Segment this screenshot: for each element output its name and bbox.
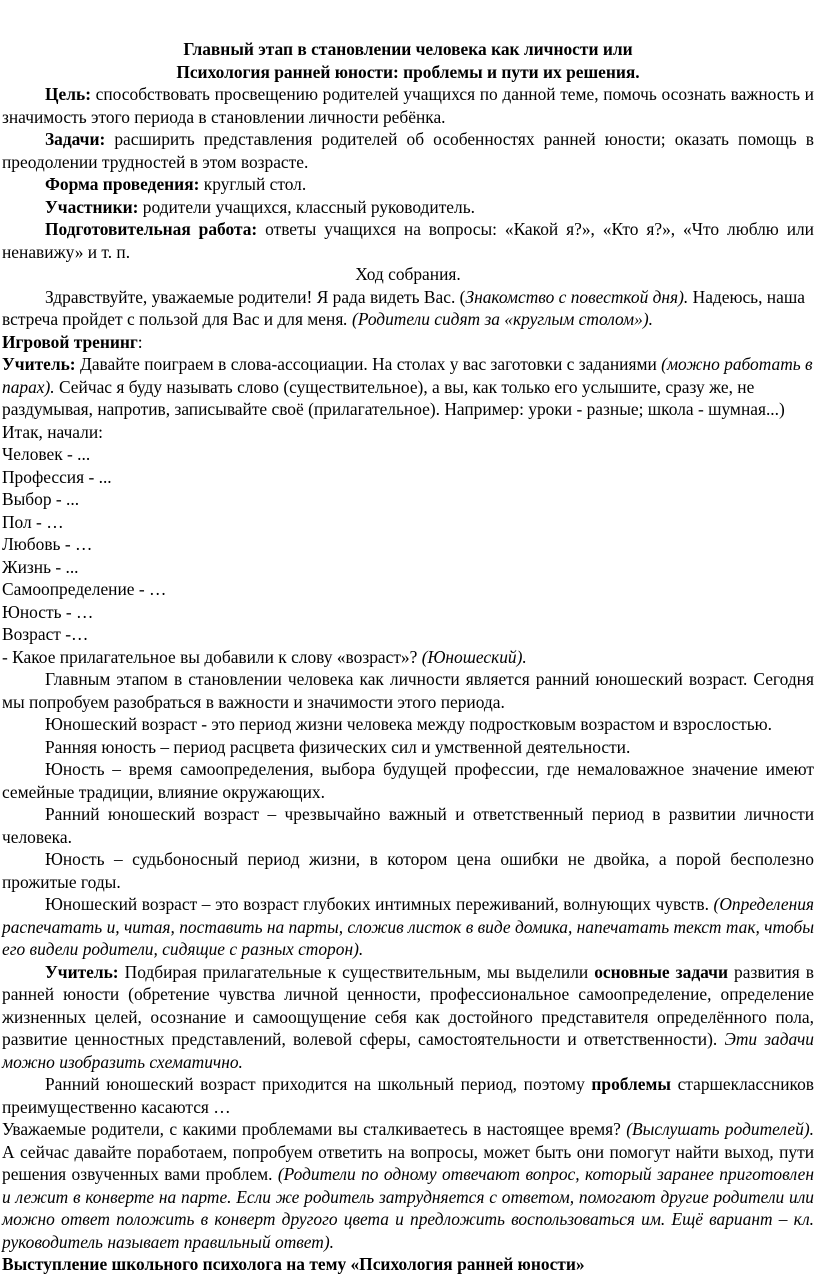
teacher-paragraph-2: Учитель: Подбирая прилагательные к существительным, мы выделили основные задачи развития в ранней юности (обретение чувства личной ценности, профессиональное самоопределение, определение жизненных целей, осознание и самоощущение себя как достойного представителя определённого пола, развитие ценностных представлений, волевой сферы, самостоятельности и ответственности). Эти задачи можно изобразить схематично.: [2, 961, 815, 1072]
teacher-paragraph-1: Учитель: Давайте поиграем в слова-ассоциации. На столах у вас заготовки с заданиями (можно работать в парах). Сейчас я буду называть слово (существительное), а вы, как только его услышите, сразу же, не раздумывая, напротив, записывайте своё (прилагательное). Например: уроки - разные; школа - шумная...): [2, 354, 813, 419]
deep-paragraph: Юношеский возраст – это возраст глубоких интимных переживаний, волнующих чувств. (Определения распечатать и, читая, поставить на парты, сложив листок в виде домика, напечатать текст так, чтобы его видели родители, сидящие с разных сторон).: [2, 894, 814, 959]
word-item: Жизнь - ...: [2, 556, 79, 577]
form-paragraph: Форма проведения: круглый стол.: [45, 174, 307, 194]
question-line: - Какое прилагательное вы добавили к слову «возраст»? (Юношеский).: [2, 646, 527, 667]
teacher-label: Учитель:: [2, 354, 76, 374]
word-item: Человек - ...: [2, 444, 91, 464]
final-heading: Выступление школьного психолога на тему «Психология ранней юности»: [2, 1254, 585, 1274]
meeting-heading: Ход собрания.: [355, 264, 461, 284]
body-paragraph: Юношеский возраст - это период жизни человека между подростковым возрастом и взрослостью.: [45, 714, 772, 734]
title-line-1: Главный этап в становлении человека как личности или: [183, 39, 633, 59]
teacher-label: Учитель:: [45, 961, 119, 982]
word-item: Юность - …: [2, 601, 94, 622]
prep-paragraph: Подготовительная работа: ответы учащихся на вопросы: «Какой я?», «Кто я?», «Что люблю или ненавижу» и т. п.: [2, 219, 814, 262]
tasks-paragraph: Задачи: расширить представления родителей об особенностях ранней юности; оказать помощь в преодолении трудностей в этом возрасте.: [2, 129, 814, 172]
body-paragraph: Главным этапом в становлении человека как личности является ранний юношеский возраст. Сегодня мы попробуем разобраться в важности и значимости этого периода.: [2, 669, 814, 712]
participants-paragraph: Участники: родители учащихся, классный руководитель.: [45, 196, 475, 217]
start-line: Итак, начали:: [2, 421, 103, 442]
word-item: Возраст -…: [2, 624, 89, 644]
form-label: Форма проведения:: [45, 174, 200, 194]
body-paragraph: Юность – судьбоносный период жизни, в котором цена ошибки не двойка, а порой бесполезно прожитые годы.: [2, 849, 814, 892]
word-item: Любовь - …: [2, 534, 93, 554]
body-paragraph: Ранняя юность – период расцвета физических сил и умственной деятельности.: [45, 736, 631, 757]
word-item: Профессия - ...: [2, 466, 112, 487]
title-line-2: Психология ранней юности: проблемы и пути их решения.: [176, 61, 640, 82]
game-heading: Игровой тренинг:: [2, 331, 143, 352]
problems-paragraph: Ранний юношеский возраст приходится на школьный период, поэтому проблемы старшеклассников преимущественно касаются …: [2, 1074, 814, 1117]
prep-label: Подготовительная работа:: [45, 219, 258, 239]
parents-question-paragraph: Уважаемые родители, с какими проблемами вы сталкиваетесь в настоящее время? (Выслушать родителей). А сейчас давайте поработаем, попробуем ответить на вопросы, может быть они помогут найти выход, пути решения озвученных вами проблем. (Родители по одному отвечают вопрос, который заранее приготовлен и лежит в конверте на парте. Если же родитель затрудняется с ответом, помогают другие родители или можно ответ положить в конверт другого цвета и предложить воспользоваться им. Ещё вариант – кл. руководитель называет правильный ответ).: [2, 1119, 814, 1252]
goal-label: Цель:: [45, 84, 91, 104]
body-paragraph: Ранний юношеский возраст – чрезвычайно важный и ответственный период в развитии личности человека.: [2, 804, 814, 847]
tasks-label: Задачи:: [45, 129, 106, 149]
body-paragraph: Юность – время самоопределения, выбора будущей профессии, где немаловажное значение имеют семейные традиции, влияние окружающих.: [2, 759, 814, 802]
participants-label: Участники:: [45, 196, 139, 217]
word-item: Выбор - ...: [2, 489, 80, 509]
word-item: Самоопределение - …: [2, 579, 167, 599]
greeting-paragraph: Здравствуйте, уважаемые родители! Я рада видеть Вас. (Знакомство с повесткой дня). Надеюсь, наша встреча пройдет с пользой для Вас и для меня. (Родители сидят за «круглым столом»).: [2, 286, 805, 329]
goal-paragraph: Цель: способствовать просвещению родителей учащихся по данной теме, помочь осознать важность и значимость этого периода в становлении личности ребёнка.: [2, 84, 814, 127]
word-item: Пол - …: [2, 511, 64, 532]
